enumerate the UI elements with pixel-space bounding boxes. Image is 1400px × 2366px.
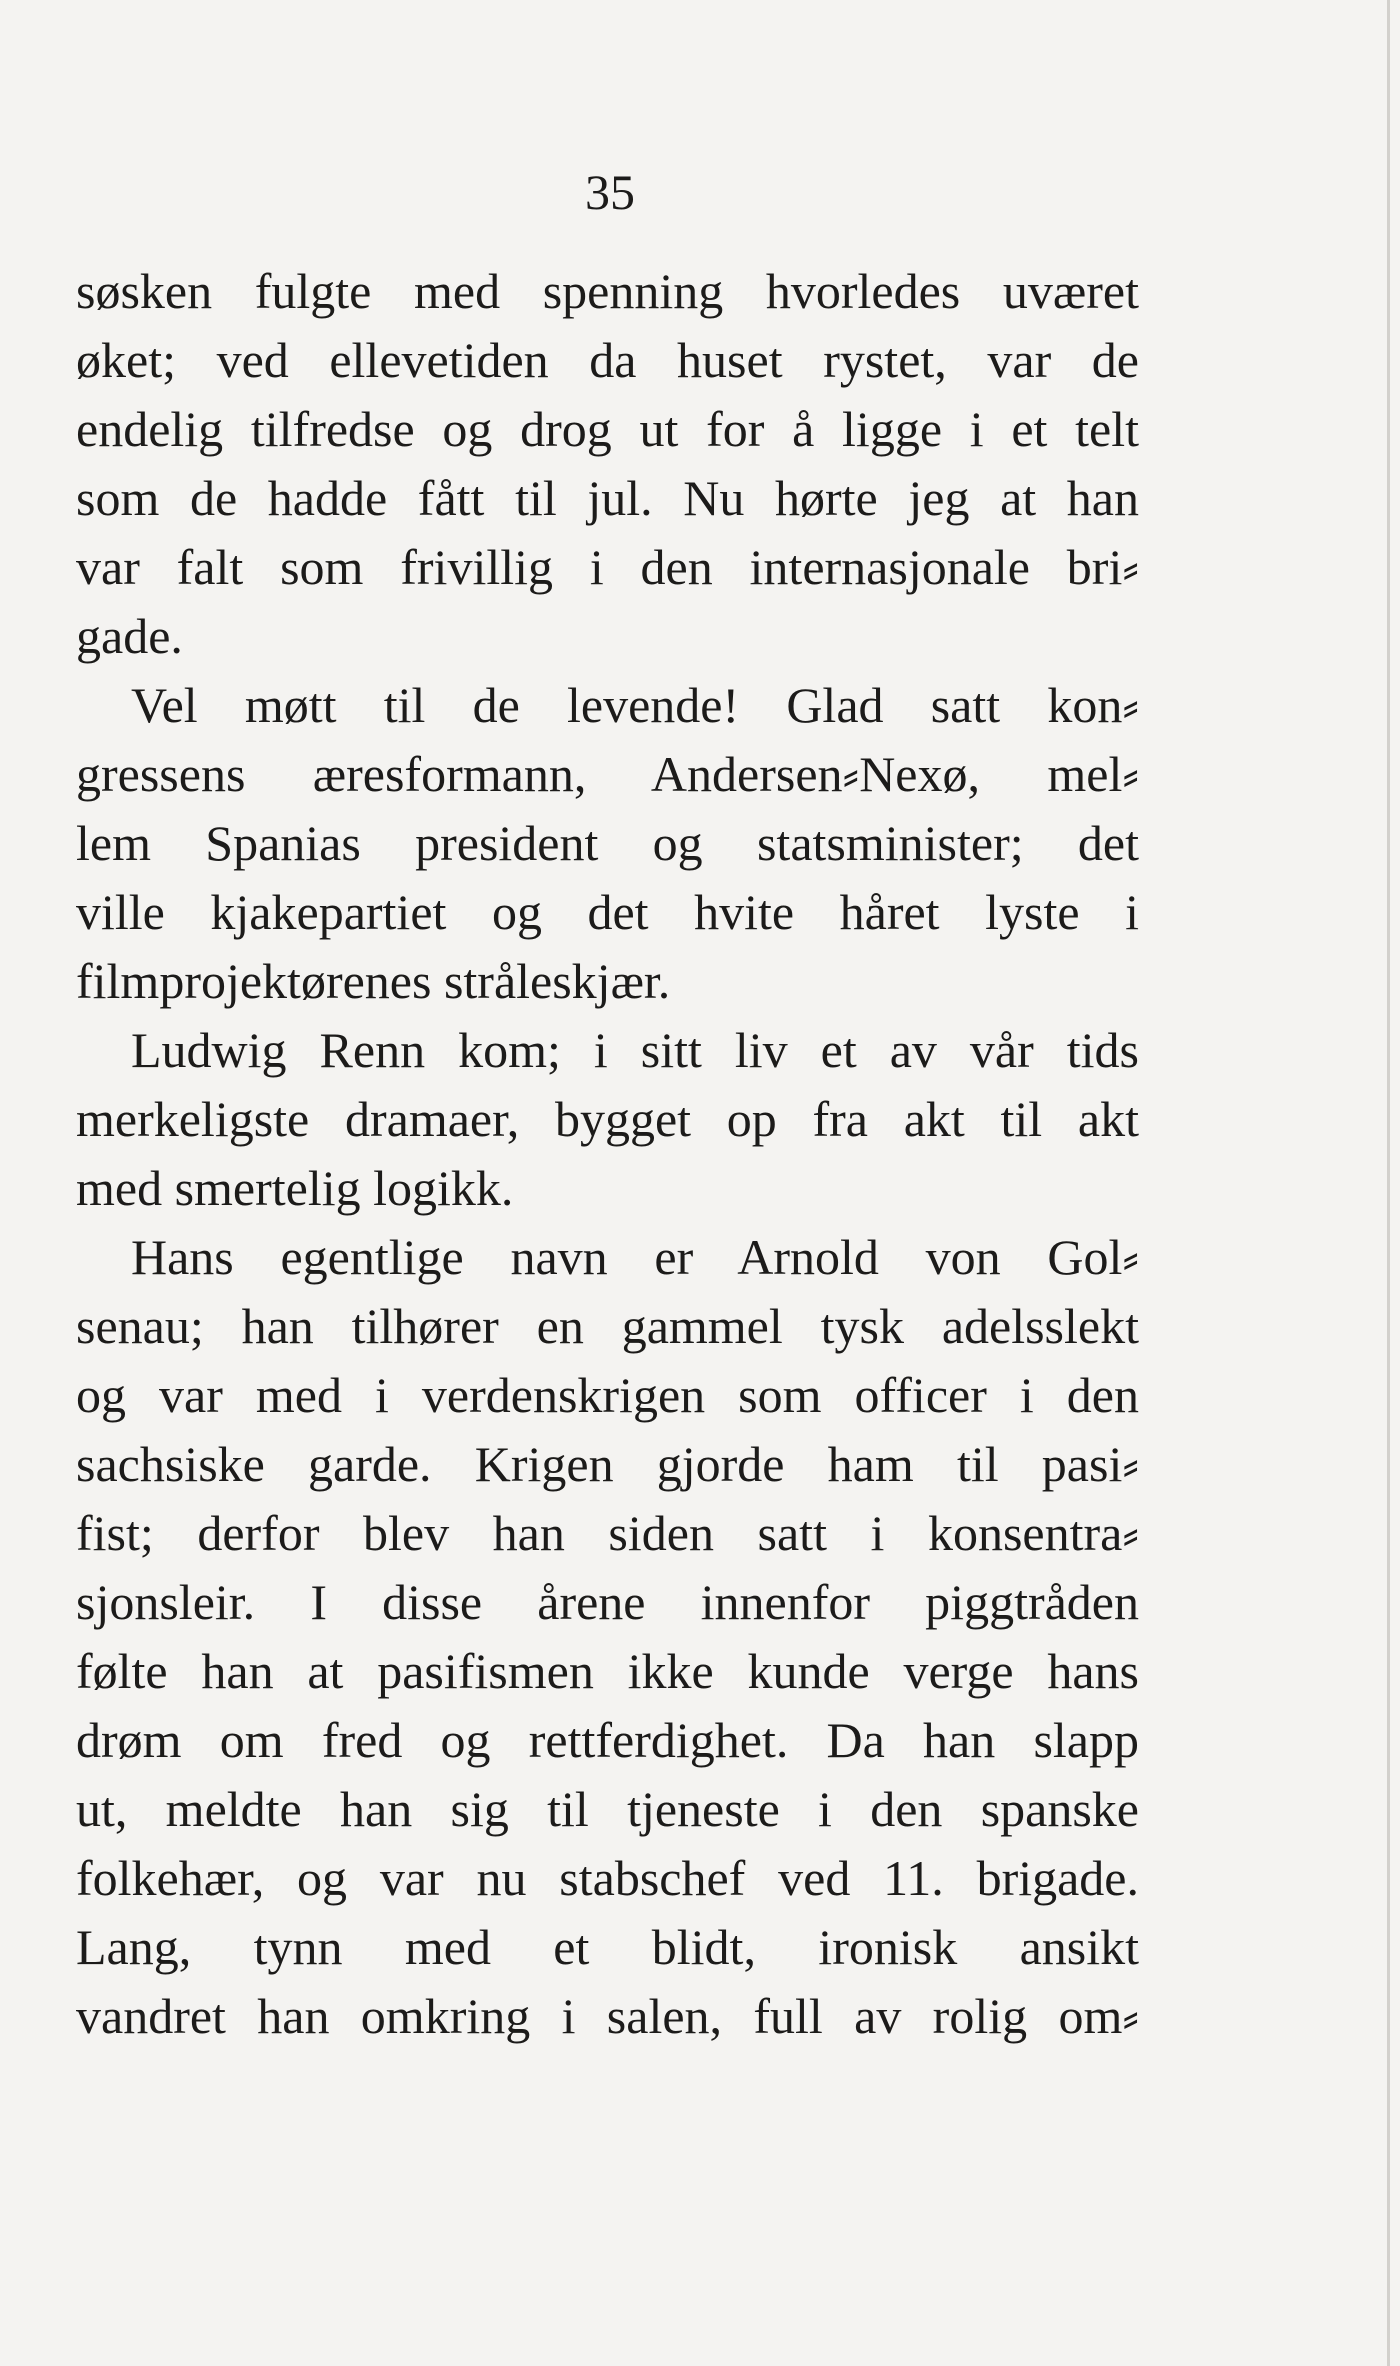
text-line: som de hadde fått til jul. Nu hørte jeg at han: [76, 470, 1139, 526]
body-text: [76, 257, 1139, 2051]
text-line: øket; ved ellevetiden da huset rystet, var de: [76, 332, 1139, 388]
text-line: folkehær, og var nu stabschef ved 11. brigade.: [76, 1850, 1139, 1906]
text-line: senau; han tilhører en gammel tysk adelsslekt: [76, 1298, 1139, 1354]
paragraph-first-line: Vel møtt til de levende! Glad satt kon⸗: [131, 677, 1139, 733]
text-line: var falt som frivillig i den internasjonale bri⸗: [76, 539, 1139, 595]
text-line: med smertelig logikk.: [76, 1160, 514, 1216]
text-line: filmprojektørenes stråleskjær.: [76, 953, 671, 1009]
text-line: ut, meldte han sig til tjeneste i den spanske: [76, 1781, 1139, 1837]
text-line: vandret han omkring i salen, full av rolig om⸗: [76, 1988, 1139, 2044]
text-line: følte han at pasifismen ikke kunde verge hans: [76, 1643, 1139, 1699]
paragraph-first-line: Hans egentlige navn er Arnold von Gol⸗: [131, 1229, 1139, 1285]
text-line: endelig tilfredse og drog ut for å ligge i et telt: [76, 401, 1139, 457]
text-line: gressens æresformann, Andersen⸗Nexø, mel⸗: [76, 746, 1139, 802]
text-line: fist; derfor blev han siden satt i konsentra⸗: [76, 1505, 1139, 1561]
text-line: og var med i verdenskrigen som officer i den: [76, 1367, 1139, 1423]
page-number: 35: [585, 164, 635, 220]
text-line: sjonsleir. I disse årene innenfor piggtråden: [76, 1574, 1139, 1630]
text-line: sachsiske garde. Krigen gjorde ham til pasi⸗: [76, 1436, 1139, 1492]
text-line: drøm om fred og rettferdighet. Da han slapp: [76, 1712, 1139, 1768]
text-line: ville kjakepartiet og det hvite håret lyste i: [76, 884, 1139, 940]
text-line: merkeligste dramaer, bygget op fra akt til akt: [76, 1091, 1139, 1147]
paragraph-first-line: Ludwig Renn kom; i sitt liv et av vår tids: [131, 1022, 1139, 1078]
page-edge-shadow: [1387, 0, 1390, 2366]
text-line: gade.: [76, 608, 183, 664]
text-line: søsken fulgte med spenning hvorledes uværet: [76, 263, 1139, 319]
text-line: lem Spanias president og statsminister; det: [76, 815, 1139, 871]
text-line: Lang, tynn med et blidt, ironisk ansikt: [76, 1919, 1139, 1975]
